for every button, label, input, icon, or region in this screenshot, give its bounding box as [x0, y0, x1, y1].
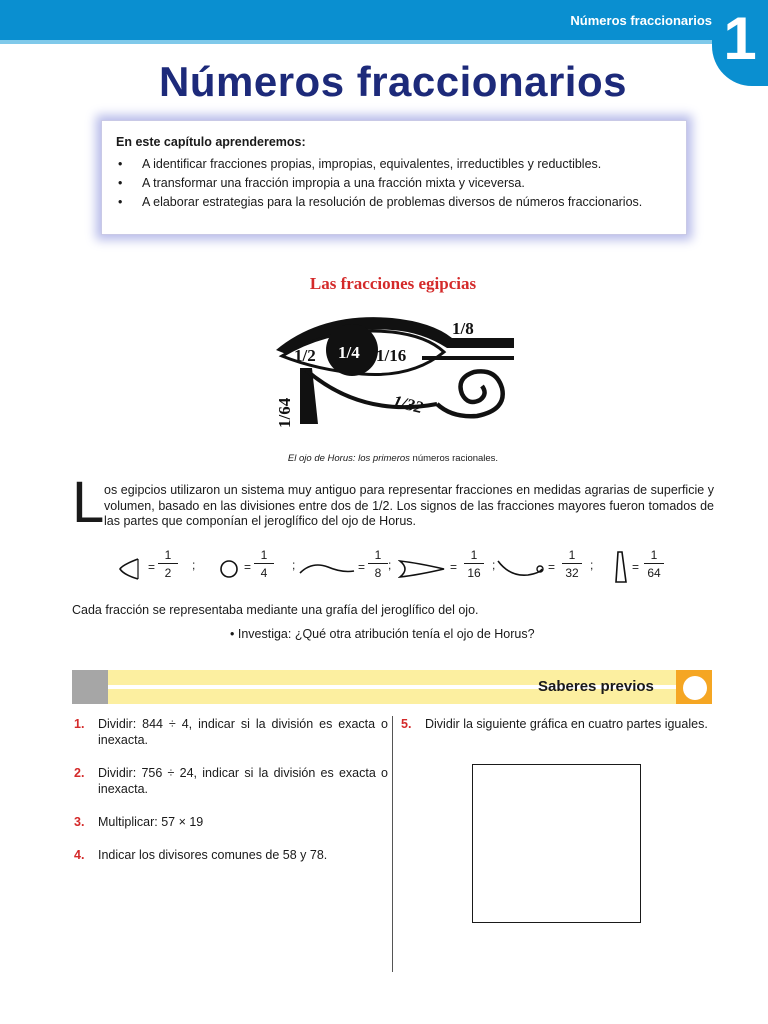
question-item	[401, 716, 713, 732]
objective-item: • A elaborar estrategias para la resolución de problemas diversos de números fraccionarios.	[116, 195, 674, 210]
fraction-value: $\frac{1}{4}$	[254, 548, 274, 580]
fraction-value: $\frac{1}{16}$	[464, 548, 484, 580]
question-text: Dividir: 844 ÷ 4, indicar si la división es exacta o inexacta.	[98, 717, 388, 747]
objectives-box	[101, 120, 687, 235]
separator: ;	[492, 558, 496, 572]
question-number: 1.	[74, 717, 85, 731]
objective-item: • A transformar una fracción impropia a una fracción mixta y viceversa.	[116, 176, 674, 191]
equals-sign: =	[148, 560, 156, 574]
teardrop-glyph-icon	[614, 550, 628, 584]
equals-sign: =	[632, 560, 640, 574]
question-number: 5.	[401, 717, 412, 731]
spiral-shape	[437, 371, 503, 416]
separator: ;	[388, 558, 392, 572]
question-text: Multiplicar: 57 × 19	[98, 815, 204, 829]
eye-caption	[0, 453, 768, 464]
equals-sign: =	[548, 560, 556, 574]
objective-item: • A identificar fracciones propias, impropias, equivalentes, irreductibles y reductibles.	[116, 157, 674, 172]
eye-label-1-4: 1/4	[338, 343, 360, 362]
column-divider	[392, 716, 393, 972]
eye-of-horus-illustration	[262, 308, 522, 438]
separator: ;	[590, 558, 594, 572]
eye-label-1-8: 1/8	[452, 319, 474, 338]
egypt-section-title: Las fracciones egipcias	[309, 274, 477, 293]
separator: ;	[292, 558, 296, 572]
header-rule	[0, 40, 768, 44]
curl-glyph-icon	[496, 557, 546, 581]
question-item	[74, 814, 388, 830]
eye-label-1-16: 1/16	[376, 346, 407, 365]
question-text: Indicar los divisores comunes de 58 y 78.	[98, 848, 328, 862]
objectives-list	[116, 157, 674, 214]
fraction-value: $\frac{1}{32}$	[562, 548, 582, 580]
question-text: Dividir: 756 ÷ 24, indicar si la división es exacta o inexacta.	[98, 766, 388, 796]
eye-label-1-64: 1/64	[275, 397, 294, 428]
chapter-number: 1	[723, 5, 757, 72]
eye-label-1-2: 1/2	[294, 346, 316, 365]
glyph-fraction-row	[118, 548, 678, 588]
eye-right-corner-glyph-icon	[398, 557, 446, 581]
fraction-value: $\frac{1}{64}$	[644, 548, 664, 580]
intro-paragraph: os egipcios utilizaron un sistema muy antiguo para representar fracciones en medidas agrarias de superficie y volumen, basado en las divisiones entre dos de 1/2. Los signos de las fracciones mayores fueron tomados de las partes que componían el jeroglífico del ojo de Horus.	[104, 483, 714, 528]
equals-sign: =	[450, 560, 458, 574]
fraction-value: $\frac{1}{8}$	[368, 548, 388, 580]
eye-tail-shape	[422, 356, 514, 360]
circle-icon	[683, 676, 707, 700]
objectives-heading: En este capítulo aprenderemos:	[116, 135, 306, 149]
statement-text: Cada fracción se representaba mediante una grafía del jeroglífico del ojo.	[72, 603, 479, 617]
fraction-value: $\frac{1}{2}$	[158, 548, 178, 580]
investigate-prompt: • Investiga: ¿Qué otra atribución tenía el ojo de Horus?	[230, 627, 535, 641]
square-figure	[472, 764, 641, 923]
question-item	[74, 847, 388, 863]
page-title: Números fraccionarios	[159, 58, 627, 105]
running-title: Números fraccionarios	[570, 13, 712, 28]
section-band-left	[72, 670, 108, 704]
question-number: 4.	[74, 848, 85, 862]
pupil-glyph-icon	[218, 557, 240, 581]
question-text: Dividir la siguiente gráfica en cuatro partes iguales.	[425, 717, 708, 731]
caption-text: números racionales.	[412, 453, 499, 464]
caption-italic-text: El ojo de Horus: los primeros	[287, 453, 410, 464]
question-item	[74, 716, 388, 748]
equals-sign: =	[358, 560, 366, 574]
drop-cap: L	[72, 470, 105, 535]
eye-label-1-32: 1/32	[391, 391, 425, 418]
equals-sign: =	[244, 560, 252, 574]
separator: ;	[192, 558, 196, 572]
question-number: 3.	[74, 815, 85, 829]
question-number: 2.	[74, 766, 85, 780]
question-item	[74, 765, 388, 797]
eye-corner-glyph-icon	[118, 557, 140, 581]
eyebrow-glyph-icon	[298, 557, 356, 581]
saberes-previos-title: Saberes previos	[538, 678, 654, 695]
